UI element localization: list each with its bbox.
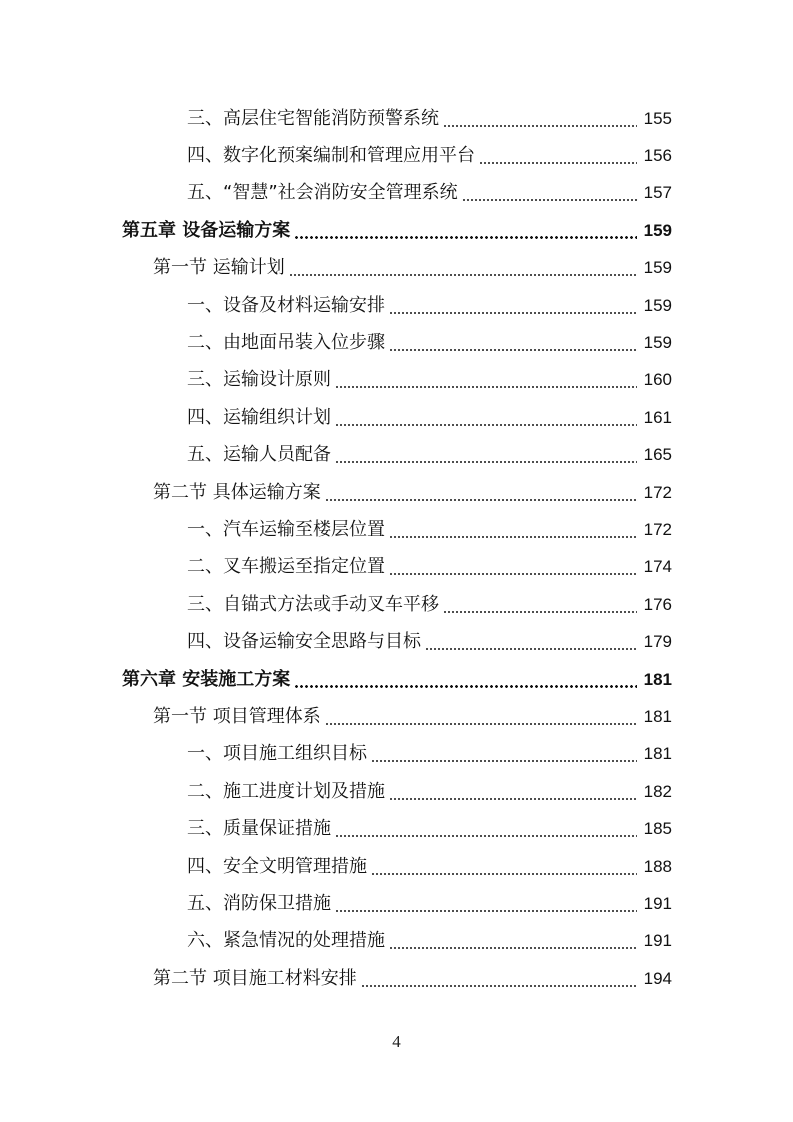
toc-entry[interactable] (0, 437, 793, 474)
toc-entry-title: 二、叉车搬运至指定位置 (187, 556, 385, 578)
dot-leader (371, 873, 637, 875)
toc-entry-title: 四、安全文明管理措施 (187, 855, 367, 877)
toc-entry-page: 160 (643, 370, 672, 390)
dot-leader (335, 835, 637, 837)
toc-entry-page: 185 (643, 819, 672, 839)
dot-leader (389, 349, 637, 351)
toc-entry-title: 五、“智慧”社会消防安全管理系统 (187, 182, 458, 204)
toc-entry[interactable] (0, 773, 793, 810)
toc-entry-page: 156 (643, 146, 672, 166)
toc-entry-title: 第二节 项目施工材料安排 (153, 967, 357, 989)
toc-entry[interactable] (0, 100, 793, 137)
toc-entry-title: 一、汽车运输至楼层位置 (187, 518, 385, 540)
toc-entry-title: 四、运输组织计划 (187, 406, 331, 428)
toc-entry[interactable] (0, 586, 793, 623)
dot-leader (361, 985, 637, 987)
toc-entry-title: 第五章 设备运输方案 (122, 219, 291, 241)
toc-entry[interactable] (0, 623, 793, 660)
toc-entry-page: 179 (643, 632, 672, 652)
dot-leader (371, 760, 637, 762)
dot-leader (325, 499, 637, 501)
dot-leader (389, 798, 637, 800)
toc-entry-title: 二、施工进度计划及措施 (187, 780, 385, 802)
toc-entry-title: 三、质量保证措施 (187, 818, 331, 840)
toc-entry-page: 155 (643, 108, 672, 128)
toc-entry-title: 第一节 运输计划 (153, 257, 285, 279)
toc-entry-page: 182 (643, 781, 672, 801)
toc-entry-title: 第一节 项目管理体系 (153, 705, 321, 727)
toc-entry-page: 159 (643, 258, 672, 278)
toc-entry[interactable] (0, 287, 793, 324)
table-of-contents (0, 100, 793, 997)
dot-leader (289, 274, 637, 276)
dot-leader (389, 947, 637, 949)
toc-entry[interactable] (0, 810, 793, 847)
toc-entry[interactable] (0, 137, 793, 174)
toc-section-entry[interactable] (0, 474, 793, 511)
toc-entry-title: 第六章 安装施工方案 (122, 668, 291, 690)
page-number: 4 (392, 1032, 401, 1051)
dot-leader (443, 125, 637, 127)
toc-entry-title: 一、设备及材料运输安排 (187, 294, 385, 316)
toc-entry-title: 五、运输人员配备 (187, 444, 331, 466)
toc-entry-title: 四、设备运输安全思路与目标 (187, 631, 421, 653)
dot-leader (462, 199, 637, 201)
toc-entry-page: 165 (643, 445, 672, 465)
toc-entry[interactable] (0, 362, 793, 399)
toc-chapter-entry[interactable] (0, 661, 793, 698)
dot-leader (425, 648, 637, 650)
toc-entry-page: 172 (643, 519, 672, 539)
toc-entry[interactable] (0, 923, 793, 960)
dot-leader (325, 723, 637, 725)
toc-entry[interactable] (0, 848, 793, 885)
toc-entry-title: 三、自锚式方法或手动叉车平移 (187, 593, 439, 615)
toc-entry-page: 161 (643, 407, 672, 427)
dot-leader (335, 910, 637, 912)
dot-leader (479, 162, 637, 164)
toc-entry-title: 四、数字化预案编制和管理应用平台 (187, 145, 475, 167)
toc-entry-page: 159 (643, 295, 672, 315)
toc-entry-title: 六、紧急情况的处理措施 (187, 930, 385, 952)
dot-leader (443, 611, 637, 613)
toc-entry[interactable] (0, 399, 793, 436)
toc-entry[interactable] (0, 511, 793, 548)
toc-entry-page: 181 (643, 744, 672, 764)
toc-section-entry[interactable] (0, 250, 793, 287)
toc-entry-title: 第二节 具体运输方案 (153, 481, 321, 503)
toc-entry-page: 191 (643, 893, 672, 913)
dot-leader (294, 685, 637, 688)
toc-entry-title: 三、运输设计原则 (187, 369, 331, 391)
toc-entry-title: 二、由地面吊装入位步骤 (187, 332, 385, 354)
toc-entry-title: 一、项目施工组织目标 (187, 743, 367, 765)
toc-chapter-entry[interactable] (0, 212, 793, 249)
dot-leader (294, 236, 637, 239)
toc-entry[interactable] (0, 324, 793, 361)
toc-entry-page: 188 (643, 856, 672, 876)
toc-entry-page: 159 (643, 333, 672, 353)
toc-section-entry[interactable] (0, 698, 793, 735)
toc-entry[interactable] (0, 175, 793, 212)
toc-entry-title: 三、高层住宅智能消防预警系统 (187, 107, 439, 129)
toc-entry[interactable] (0, 736, 793, 773)
toc-entry-page: 194 (643, 968, 672, 988)
toc-entry-page: 176 (643, 594, 672, 614)
dot-leader (335, 386, 637, 388)
toc-section-entry[interactable] (0, 960, 793, 997)
dot-leader (335, 461, 637, 463)
toc-entry-page: 181 (643, 669, 672, 689)
dot-leader (389, 536, 637, 538)
toc-entry-page: 181 (643, 706, 672, 726)
dot-leader (335, 424, 637, 426)
toc-entry-page: 191 (643, 931, 672, 951)
toc-entry-title: 五、消防保卫措施 (187, 892, 331, 914)
toc-entry[interactable] (0, 549, 793, 586)
toc-entry[interactable] (0, 885, 793, 922)
toc-entry-page: 172 (643, 482, 672, 502)
dot-leader (389, 312, 637, 314)
dot-leader (389, 573, 637, 575)
toc-entry-page: 159 (643, 220, 672, 240)
toc-entry-page: 174 (643, 557, 672, 577)
toc-entry-page: 157 (643, 183, 672, 203)
